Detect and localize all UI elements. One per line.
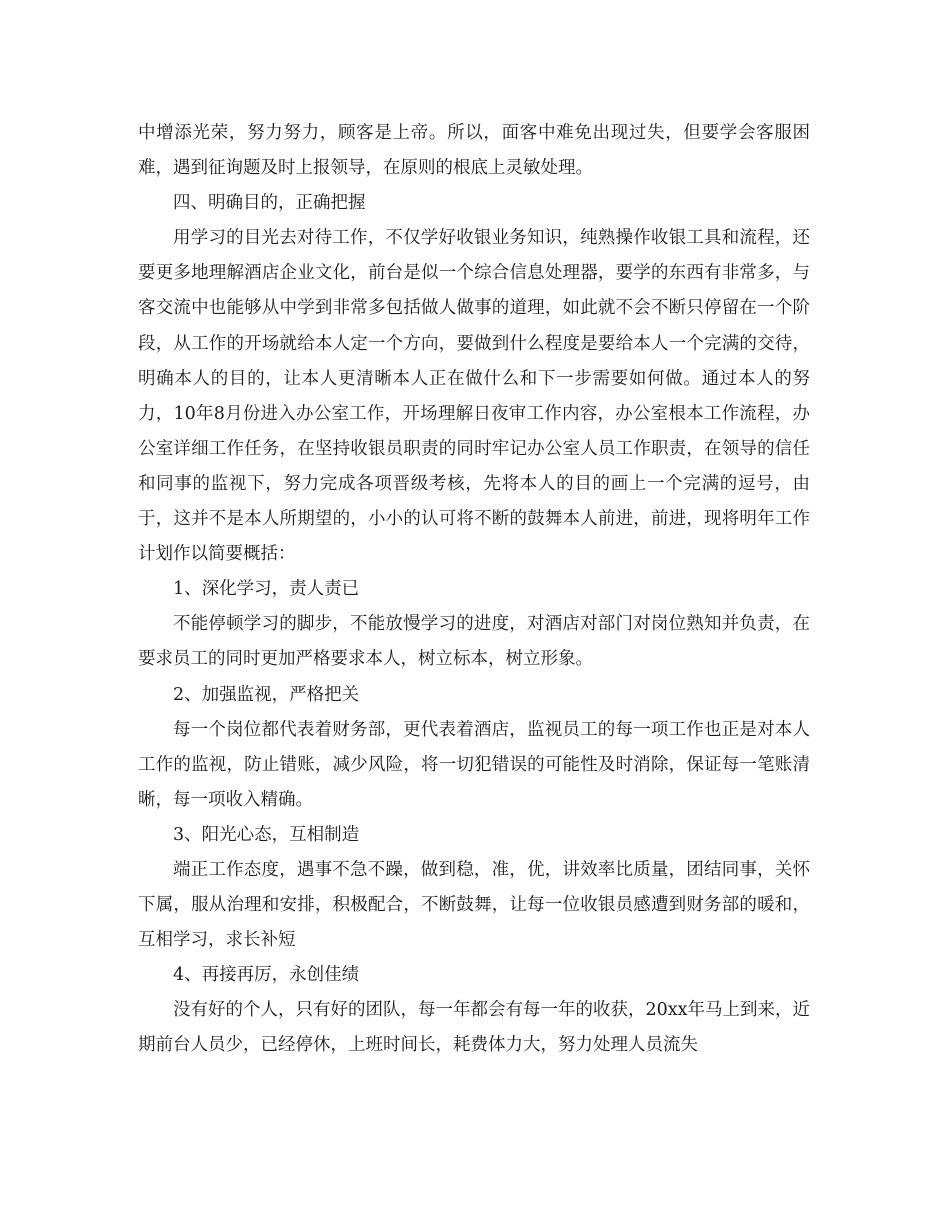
paragraph-team: 没有好的个人，只有好的团队，每一年都会有每一年的收获，20xx年马上到来，近期前台人员少，已经停休，上班时间长，耗费体力大，努力处理人员流失 [138,1000,811,1056]
document-body [138,116,810,1064]
paragraph-supervision: 每一个岗位都代表着财务部，更代表着酒店，监视员工的每一项工作也正是对本人工作的监视，防止错账，减少风险，将一切犯错误的可能性及时消除，保证每一笔账清晰，每一项收入精确。 [138,719,810,810]
paragraph-deep-learning: 不能停顿学习的脚步，不能放慢学习的进度，对酒店对部门对岗位熟知并负责，在要求员工的同时更加严格要求本人，树立标本，树立形象。 [138,614,810,670]
paragraph-learning-goals: 用学习的目光去对待工作，不仅学好收银业务知识，纯熟操作收银工具和流程，还要更多地理解酒店企业文化，前台是似一个综合信息处理器，要学的东西有非常多，与客交流中也能够从中学到非常多包括做人做事的道理，如此就不会不断只停留在一个阶段，从工作的开场就给本人定一个方向，要做到什么程度是要给本人一个完满的交待，明确本人的目的，让本人更清晰本人正在做什么和下一步需要如何做。通过本人的努力，10年8月份进入办公室工作，开场理解日夜审工作内容，办公室根本工作流程，办公室详细工作任务，在坚持收银员职责的同时牢记办公室人员工作职责，在领导的信任和同事的监视下，努力完成各项晋级考核，先将本人的目的画上一个完满的逗号，由于，这并不是本人所期望的，小小的认可将不断的鼓舞本人前进，前进，现将明年工作计划作以简要概括： [138,228,810,565]
paragraph-continued: 中增添光荣，努力努力，顾客是上帝。所以，面客中难免出现过失，但要学会客服困难，遇到征询题及时上报领导，在原则的根底上灵敏处理。 [138,123,810,179]
subheading-4: 4、再接再厉，永创佳绩 [173,965,360,986]
paragraph-attitude: 端正工作态度，遇事不急不躁，做到稳，准，优，讲效率比质量，团结同事，关怀下属，服从治理和安排，积极配合，不断鼓舞，让每一位收银员感遭到财务部的暖和，互相学习，求长补短 [138,859,810,951]
subheading-1: 1、深化学习，责人责已 [173,579,360,600]
subheading-2: 2、加强监视，严格把关 [173,684,360,705]
section-heading-4: 四、明确目的，正确把握 [173,193,366,214]
subheading-3: 3、阳光心态，互相制造 [173,824,360,845]
